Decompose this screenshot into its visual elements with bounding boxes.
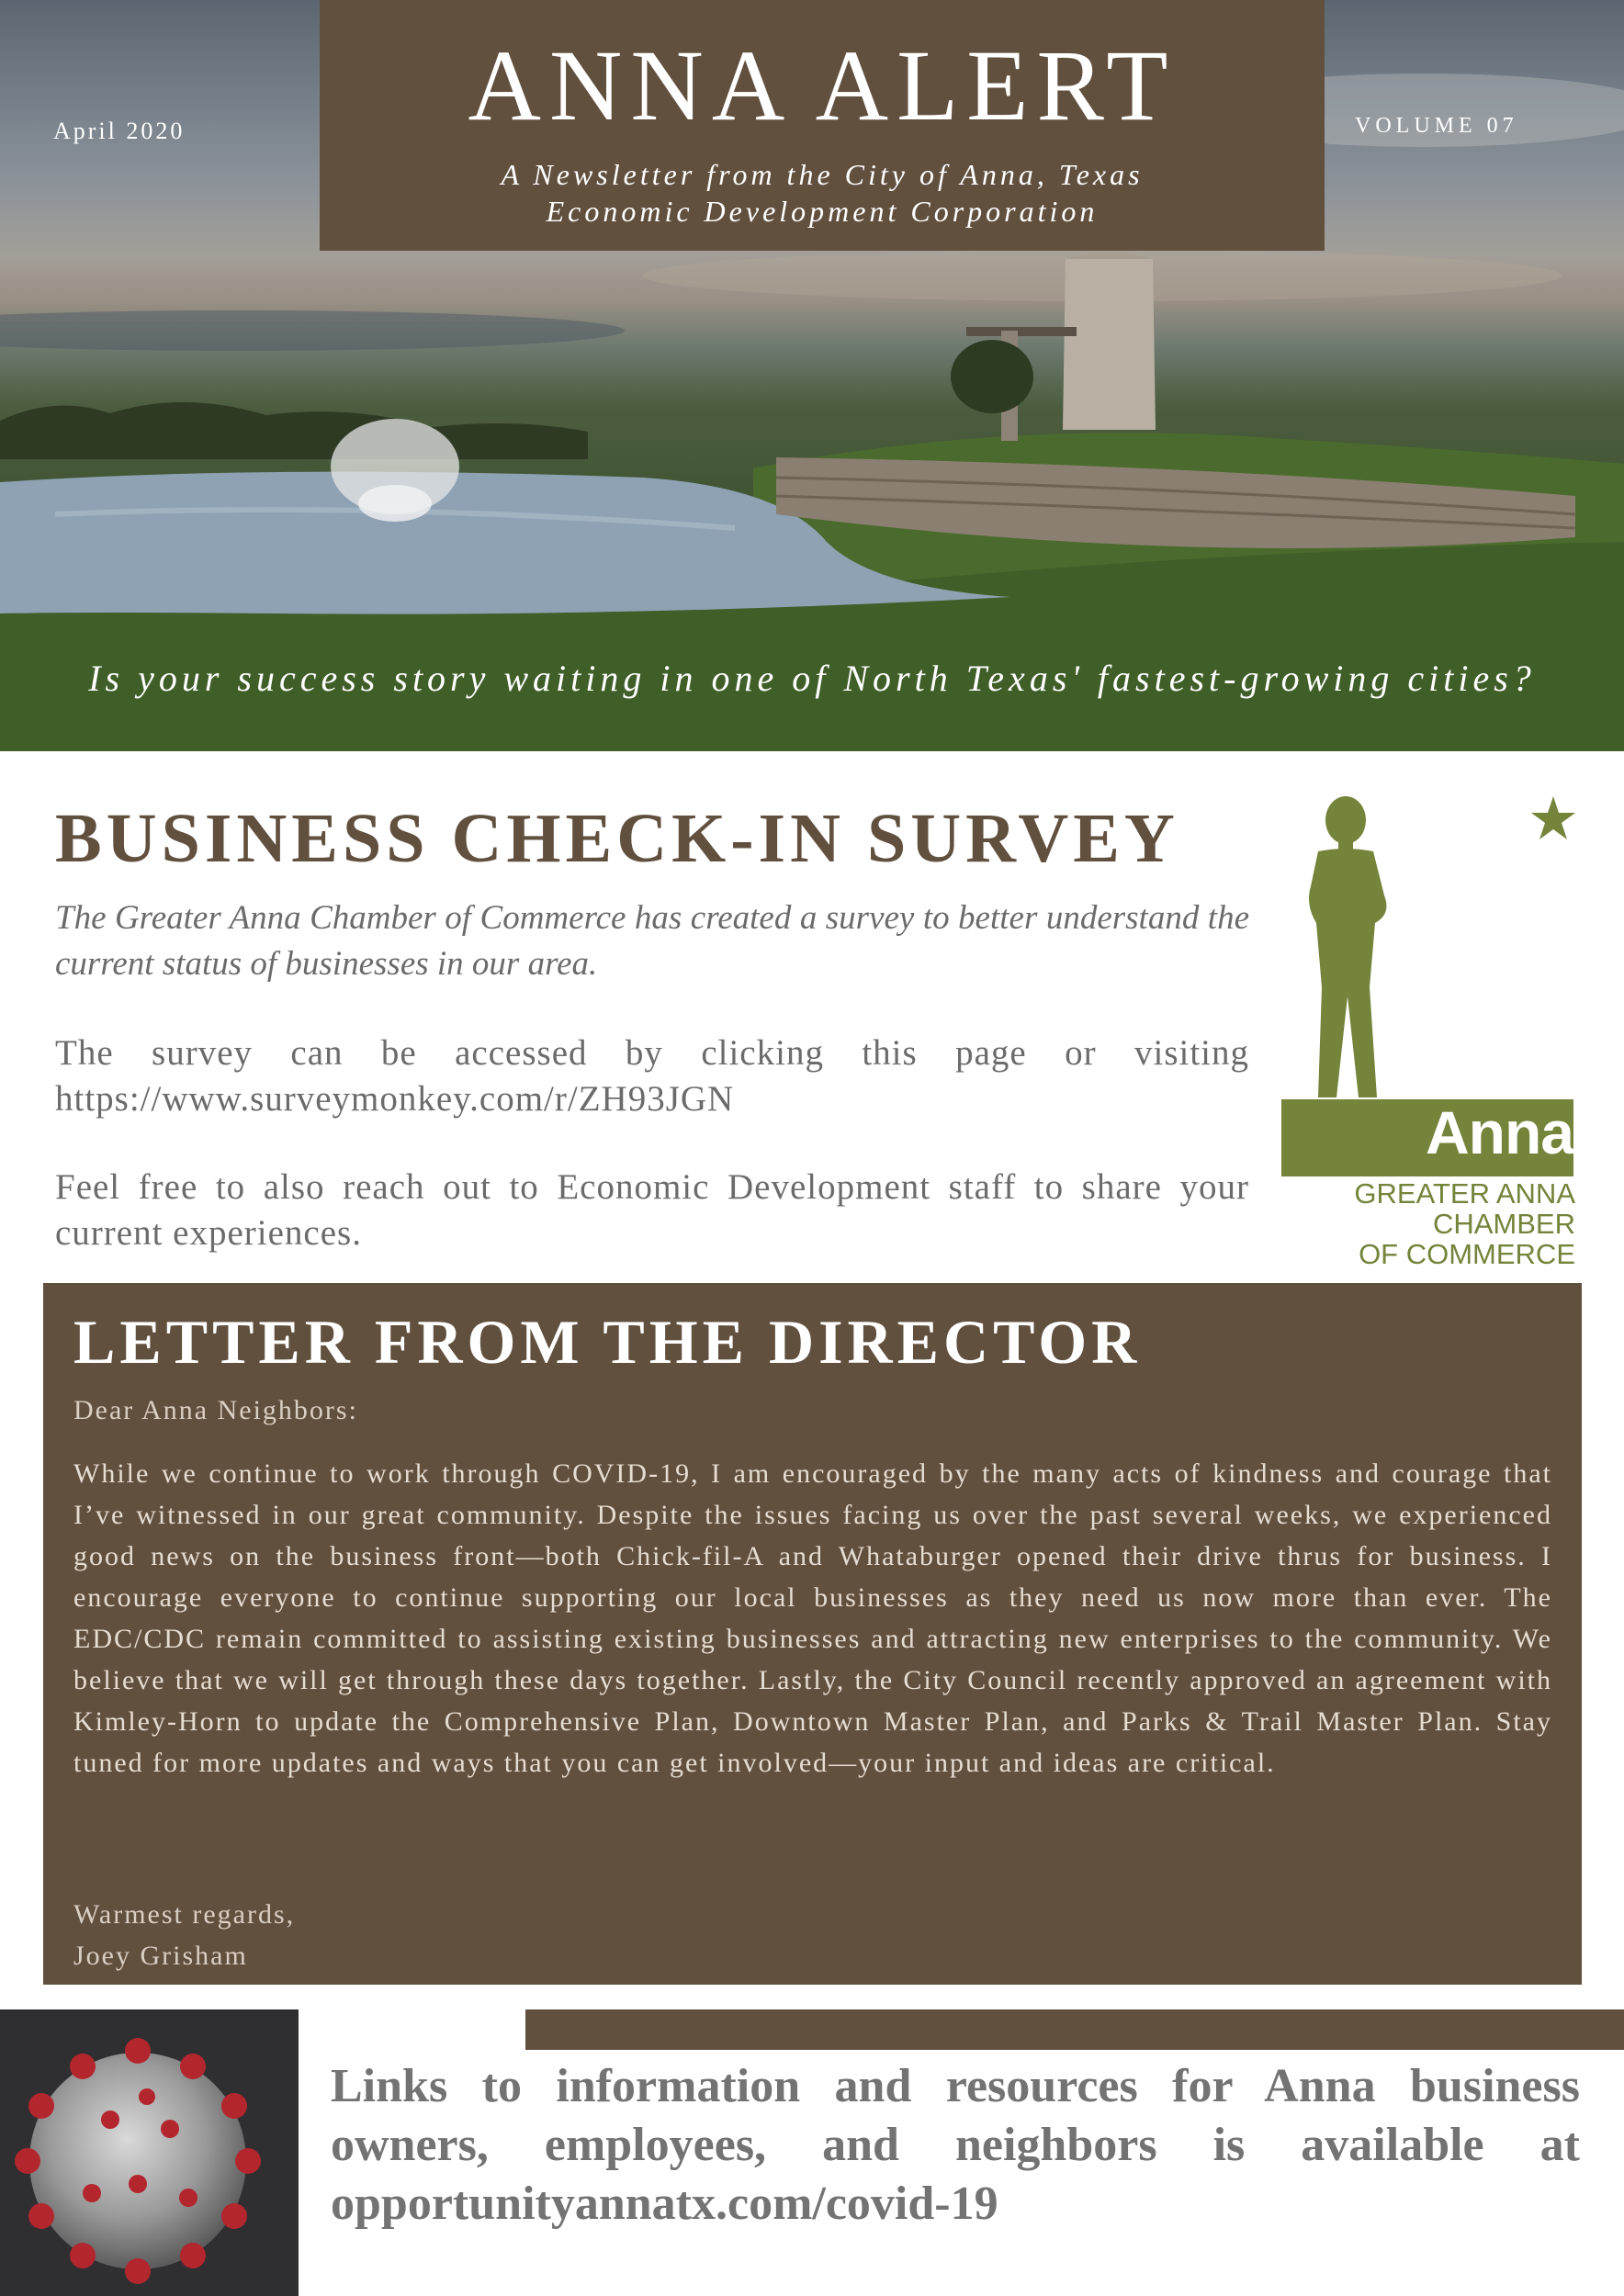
subtitle-line-1: A Newsletter from the City of Anna, Texas	[501, 158, 1144, 191]
director-letter-panel	[43, 1283, 1582, 1985]
chamber-logo-word: Anna	[1426, 1098, 1573, 1166]
letter-greeting: Dear Anna Neighbors:	[73, 1395, 358, 1425]
survey-heading: BUSINESS CHECK-IN SURVEY	[55, 800, 1179, 877]
issue-date: April 2020	[53, 118, 186, 144]
chamber-logo-name	[1281, 1178, 1575, 1269]
issue-volume: VOLUME 07	[1355, 114, 1518, 138]
chamber-of-commerce-logo	[1281, 794, 1575, 1272]
hero-tagline: Is your success story waiting in one of North Texas' fastest-growing cities?	[88, 658, 1536, 699]
virus-icon	[0, 2009, 299, 2296]
letter-closing-phrase: Warmest regards,	[73, 1899, 296, 1930]
footer-accent-bar	[525, 2009, 1624, 2050]
subtitle-line-2: Economic Development Corporation	[546, 195, 1099, 228]
newsletter-title: ANNA ALERT	[468, 29, 1177, 141]
covid-resources-link-text[interactable]: Links to information and resources for Anna business owners, employees, and neighbors is available at opportunityannatx.com/covid-19	[331, 2060, 1580, 2230]
survey-reach-out-text: Feel free to also reach out to Economic Development staff to share your current experiences.	[55, 1167, 1249, 1253]
letter-closing	[73, 1894, 295, 1976]
chamber-logo-line-2: CHAMBER	[1432, 1208, 1575, 1240]
letter-body: While we continue to work through COVID-19, I am encouraged by the many acts of kindness and courage that I’ve witnessed in our great community. Despite the issues facing us over the past several weeks, we experienced good news on the business front—both Chick-fil-A and Whataburger opened their drive thrus for business. I encourage everyone to continue supporting our local businesses as they need us now more than ever. The EDC/CDC remain committed to assisting existing businesses and attracting new enterprises to the community. We believe that we will get through these days together. Lastly, the City Council recently approved an agreement with Kimley-Horn to update the Comprehensive Plan, Downtown Master Plan, and Parks & Trail Master Plan. Stay tuned for more updates and ways that you can get involved—your input and ideas are critical.	[73, 1458, 1552, 1778]
masthead	[320, 0, 1325, 251]
letter-heading: LETTER FROM THE DIRECTOR	[73, 1307, 1142, 1377]
letter-signature: Joey Grisham	[73, 1941, 248, 1971]
survey-intro-text: The Greater Anna Chamber of Commerce has created a survey to better understand the current status of businesses in our area.	[55, 899, 1249, 983]
coronavirus-image	[0, 2009, 299, 2296]
survey-access-link[interactable]: The survey can be accessed by clicking this page or visiting https://www.surveymonkey.com/r/ZH93JGN	[55, 1033, 1249, 1119]
newsletter-subtitle	[320, 156, 1325, 230]
chamber-logo-line-1: GREATER ANNA	[1354, 1177, 1575, 1210]
hero-banner	[0, 0, 1624, 751]
chamber-logo-line-3: OF COMMERCE	[1359, 1238, 1575, 1270]
